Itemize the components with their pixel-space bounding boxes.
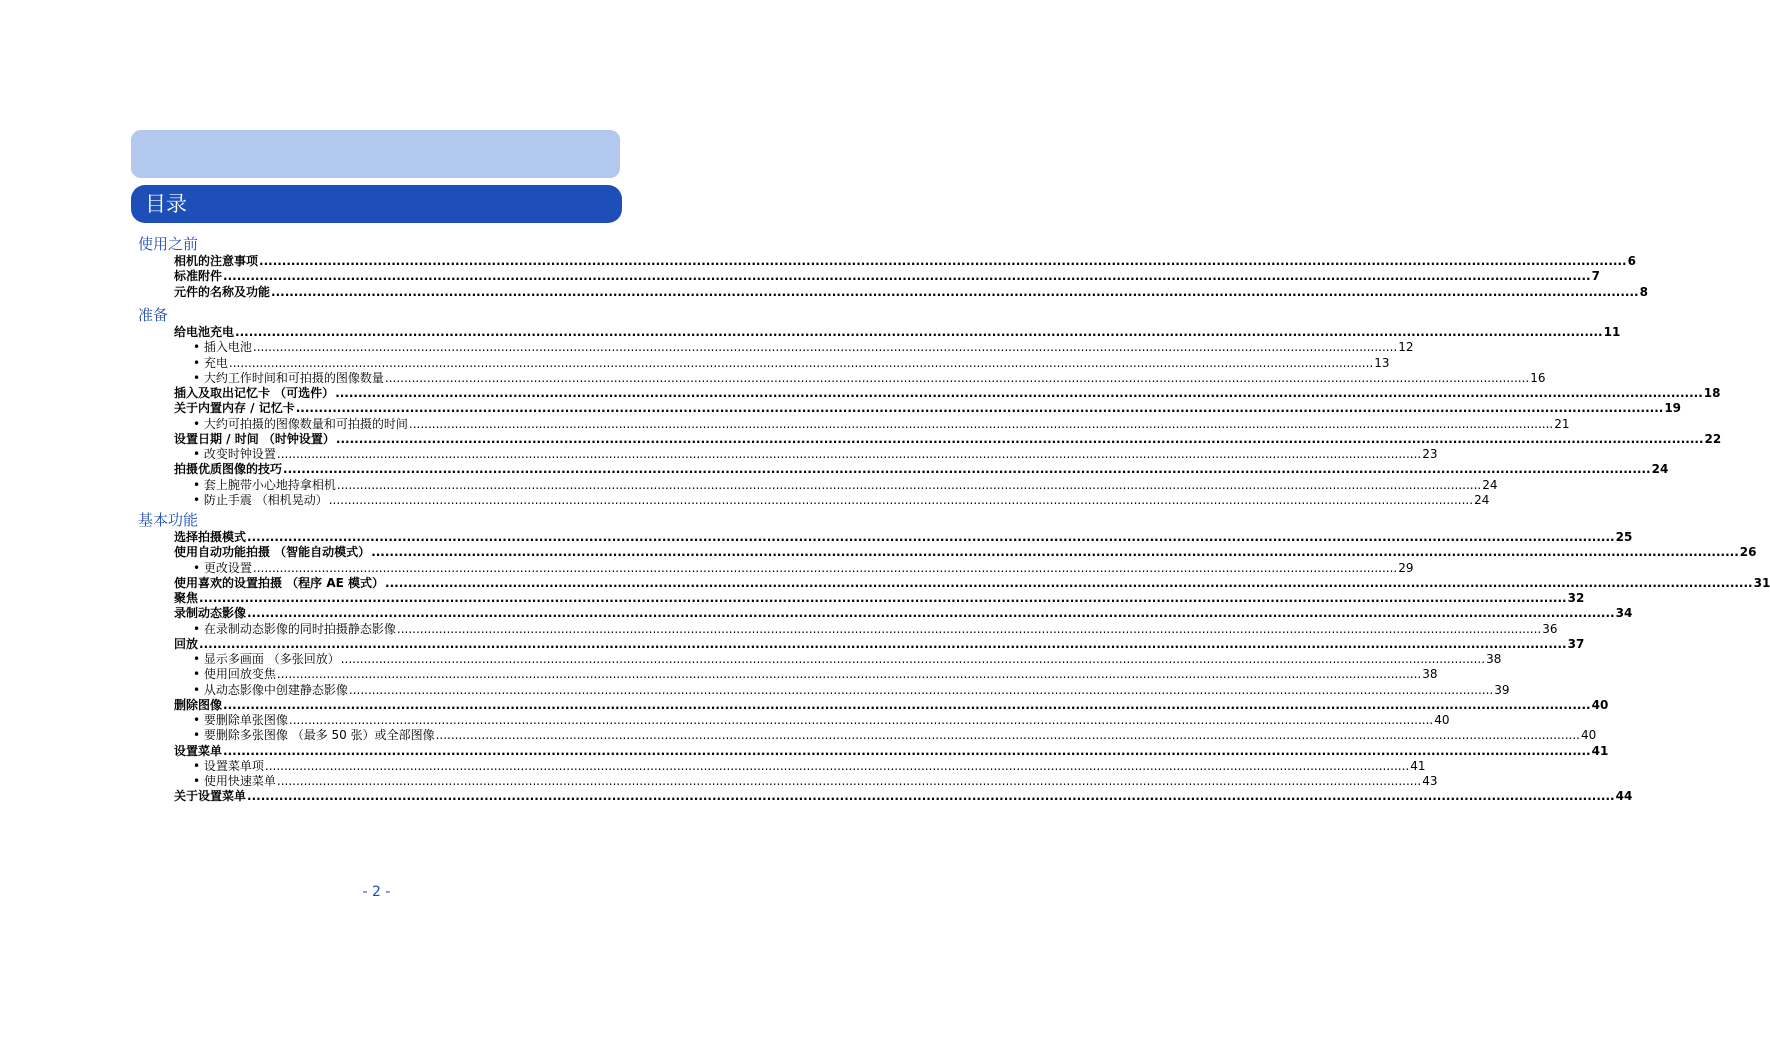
toc-entry-page: 19 bbox=[1664, 401, 1682, 416]
toc-entry-page: 36 bbox=[1542, 621, 1558, 636]
dot-leader: ............................................................................................................................................................................................................................................................................................................ bbox=[328, 492, 1474, 507]
toc-entry[interactable] bbox=[174, 462, 1669, 477]
dot-leader: ............................................................................................................................................................................................................................................................................................................ bbox=[408, 416, 1554, 431]
dot-leader: ............................................................................................................................................................................................................................................................................................................ bbox=[295, 401, 1664, 416]
dot-leader: ............................................................................................................................................................................................................................................................................................................ bbox=[264, 758, 1410, 773]
toc-entry-label: • 设置菜单项 bbox=[193, 758, 264, 773]
toc-entry-page: 22 bbox=[1704, 431, 1722, 446]
toc-entry-page: 37 bbox=[1567, 636, 1585, 651]
toc-entry-label: 设置菜单 bbox=[174, 743, 223, 758]
dot-leader: ............................................................................................................................................................................................................................................................................................................ bbox=[348, 682, 1494, 697]
toc-entry-label: • 从动态影像中创建静态影像 bbox=[193, 682, 348, 697]
toc-entry-label: • 插入电池 bbox=[193, 340, 252, 355]
toc-entry-label: • 大约工作时间和可拍摄的图像数量 bbox=[193, 370, 384, 385]
toc-subentry[interactable] bbox=[193, 416, 1570, 432]
toc-entry-label: 使用自动功能拍摄 （智能自动模式） bbox=[174, 545, 371, 560]
section-heading: 使用之前 bbox=[138, 235, 199, 253]
dot-leader: ............................................................................................................................................................................................................................................................................................................ bbox=[384, 370, 1530, 385]
dot-leader: ............................................................................................................................................................................................................................................................................................................ bbox=[271, 284, 1639, 299]
toc-entry-label: 回放 bbox=[174, 636, 199, 651]
toc-entry-label: • 防止手震 （相机晃动） bbox=[193, 492, 328, 507]
toc-entry[interactable] bbox=[174, 269, 1600, 284]
toc-entry-page: 38 bbox=[1422, 667, 1438, 682]
toc-entry-label: 标准附件 bbox=[174, 269, 223, 284]
toc-entry-page: 44 bbox=[1615, 789, 1633, 804]
toc-entry-label: • 大约可拍摄的图像数量和可拍摄的时间 bbox=[193, 416, 408, 431]
dot-leader: ............................................................................................................................................................................................................................................................................................................ bbox=[199, 591, 1567, 605]
toc-entry-label: 使用喜欢的设置拍摄 （程序 AE 模式） bbox=[174, 575, 385, 590]
dot-leader: ............................................................................................................................................................................................................................................................................................................ bbox=[247, 530, 1615, 544]
toc-subentry[interactable] bbox=[193, 560, 1414, 576]
toc-entry[interactable] bbox=[174, 530, 1633, 545]
toc-entry[interactable] bbox=[174, 743, 1609, 759]
toc-entry-page: 41 bbox=[1410, 758, 1426, 773]
dot-leader: ............................................................................................................................................................................................................................................................................................................ bbox=[396, 621, 1542, 636]
toc-entry-page: 26 bbox=[1739, 545, 1757, 560]
toc-subentry[interactable] bbox=[193, 667, 1438, 682]
toc-entry[interactable] bbox=[174, 606, 1633, 621]
dot-leader: ............................................................................................................................................................................................................................................................................................................ bbox=[252, 340, 1398, 355]
toc-entry-label: 选择拍摄模式 bbox=[174, 530, 247, 544]
toc-entry-page: 34 bbox=[1615, 606, 1633, 621]
toc-entry[interactable] bbox=[174, 386, 1721, 401]
toc-entry-page: 40 bbox=[1434, 713, 1450, 727]
toc-subentry[interactable] bbox=[193, 774, 1438, 789]
toc-entry-page: 8 bbox=[1639, 284, 1648, 299]
toc-entry-page: 40 bbox=[1580, 728, 1597, 743]
section-heading: 准备 bbox=[138, 306, 169, 324]
toc-entry-label: • 套上腕带小心地持拿相机 bbox=[193, 477, 336, 492]
toc-entry[interactable] bbox=[174, 636, 1585, 652]
toc-subentry[interactable] bbox=[193, 355, 1390, 371]
toc-entry-label: • 更改设置 bbox=[193, 560, 252, 575]
toc-entry-label: 设置日期 / 时间 （时钟设置） bbox=[174, 431, 335, 446]
toc-subentry[interactable] bbox=[193, 370, 1546, 386]
page-title: 目录 bbox=[145, 192, 187, 216]
dot-leader: ............................................................................................................................................................................................................................................................................................................ bbox=[223, 697, 1591, 712]
dot-leader: ............................................................................................................................................................................................................................................................................................................ bbox=[223, 269, 1591, 284]
dot-leader: ............................................................................................................................................................................................................................................................................................................ bbox=[235, 325, 1603, 339]
toc-entry-label: 插入及取出记忆卡 （可选件） bbox=[174, 386, 335, 400]
toc-entry-label: • 显示多画面 （多张回放） bbox=[193, 652, 340, 666]
toc-entry-page: 32 bbox=[1567, 591, 1585, 605]
dot-leader: ............................................................................................................................................................................................................................................................................................................ bbox=[371, 545, 1739, 560]
dot-leader: ............................................................................................................................................................................................................................................................................................................ bbox=[335, 431, 1704, 446]
toc-entry-page: 13 bbox=[1374, 355, 1390, 370]
toc-entry-page: 40 bbox=[1591, 697, 1609, 712]
dot-leader: ............................................................................................................................................................................................................................................................................................................ bbox=[276, 774, 1422, 788]
dot-leader: ............................................................................................................................................................................................................................................................................................................ bbox=[276, 447, 1422, 461]
toc-entry[interactable] bbox=[174, 325, 1621, 340]
toc-entry-page: 6 bbox=[1627, 254, 1636, 268]
toc-entry-label: • 在录制动态影像的同时拍摄静态影像 bbox=[193, 621, 396, 636]
toc-entry-page: 25 bbox=[1615, 530, 1633, 544]
toc-entry[interactable] bbox=[174, 401, 1682, 416]
toc-entry-label: 关于内置内存 / 记忆卡 bbox=[174, 401, 295, 416]
toc-entry[interactable] bbox=[174, 545, 1757, 560]
toc-entry-label: 给电池充电 bbox=[174, 325, 235, 339]
toc-entry-page: 7 bbox=[1591, 269, 1600, 284]
toc-subentry[interactable] bbox=[193, 477, 1498, 493]
toc-entry-page: 11 bbox=[1603, 325, 1621, 339]
toc-entry[interactable] bbox=[174, 284, 1648, 300]
toc-entry-page: 31 bbox=[1753, 575, 1770, 590]
dot-leader: ............................................................................................................................................................................................................................................................................................................ bbox=[435, 728, 1580, 743]
toc-subentry[interactable] bbox=[193, 758, 1426, 774]
toc-entry-page: 18 bbox=[1703, 386, 1721, 400]
header-band bbox=[131, 130, 620, 178]
toc-entry-label: 相机的注意事项 bbox=[174, 254, 259, 268]
dot-leader: ............................................................................................................................................................................................................................................................................................................ bbox=[247, 789, 1615, 804]
toc-entry-label: 关于设置菜单 bbox=[174, 789, 247, 804]
toc-entry-page: 43 bbox=[1422, 774, 1438, 788]
dot-leader: ............................................................................................................................................................................................................................................................................................................ bbox=[199, 636, 1567, 651]
toc-entry-label: 删除图像 bbox=[174, 697, 223, 712]
toc-entry[interactable] bbox=[174, 575, 1770, 591]
toc-subentry[interactable] bbox=[193, 682, 1510, 698]
toc-entry-page: 21 bbox=[1554, 416, 1570, 431]
toc-entry-page: 29 bbox=[1398, 560, 1414, 575]
toc-entry-page: 24 bbox=[1651, 462, 1669, 477]
dot-leader: ............................................................................................................................................................................................................................................................................................................ bbox=[385, 575, 1753, 590]
toc-entry-label: • 充电 bbox=[193, 355, 228, 370]
toc-subentry[interactable] bbox=[193, 340, 1414, 355]
toc-entry-page: 24 bbox=[1482, 477, 1498, 492]
dot-leader: ............................................................................................................................................................................................................................................................................................................ bbox=[276, 667, 1422, 682]
toc-subentry[interactable] bbox=[193, 492, 1490, 508]
dot-leader: ............................................................................................................................................................................................................................................................................................................ bbox=[247, 606, 1615, 621]
toc-subentry[interactable] bbox=[193, 447, 1438, 462]
toc-subentry[interactable] bbox=[193, 713, 1450, 728]
toc-entry-page: 12 bbox=[1398, 340, 1414, 355]
toc-subentry[interactable] bbox=[193, 728, 1597, 743]
dot-leader: ............................................................................................................................................................................................................................................................................................................ bbox=[259, 254, 1627, 268]
toc-entry-label: • 改变时钟设置 bbox=[193, 447, 276, 461]
toc-entry-page: 39 bbox=[1494, 682, 1510, 697]
toc-entry-label: • 要删除单张图像 bbox=[193, 713, 288, 727]
dot-leader: ............................................................................................................................................................................................................................................................................................................ bbox=[288, 713, 1434, 727]
toc-entry-label: • 要删除多张图像 （最多 50 张）或全部图像 bbox=[193, 728, 435, 743]
toc-entry-page: 24 bbox=[1474, 492, 1490, 507]
toc-entry[interactable] bbox=[174, 789, 1633, 804]
toc-entry-label: 拍摄优质图像的技巧 bbox=[174, 462, 283, 477]
toc-entry[interactable] bbox=[174, 591, 1585, 606]
dot-leader: ............................................................................................................................................................................................................................................................................................................ bbox=[340, 652, 1486, 666]
dot-leader: ............................................................................................................................................................................................................................................................................................................ bbox=[335, 386, 1703, 400]
toc-entry-page: 23 bbox=[1422, 447, 1438, 461]
toc-entry-label: 录制动态影像 bbox=[174, 606, 247, 621]
toc-entry-label: 元件的名称及功能 bbox=[174, 284, 271, 299]
toc-subentry[interactable] bbox=[193, 621, 1558, 637]
toc-entry-label: • 使用回放变焦 bbox=[193, 667, 276, 682]
toc-entry-page: 16 bbox=[1530, 370, 1546, 385]
dot-leader: ............................................................................................................................................................................................................................................................................................................ bbox=[252, 560, 1398, 575]
toc-title-bar bbox=[131, 185, 622, 223]
toc-entry[interactable] bbox=[174, 431, 1722, 447]
toc-entry-page: 38 bbox=[1486, 652, 1502, 666]
dot-leader: ............................................................................................................................................................................................................................................................................................................ bbox=[336, 477, 1482, 492]
dot-leader: ............................................................................................................................................................................................................................................................................................................ bbox=[228, 355, 1374, 370]
page-number: - 2 - bbox=[362, 884, 391, 900]
toc-entry[interactable] bbox=[174, 254, 1636, 269]
toc-entry-label: • 使用快速菜单 bbox=[193, 774, 276, 788]
toc-entry-label: 聚焦 bbox=[174, 591, 199, 605]
section-heading: 基本功能 bbox=[138, 511, 199, 529]
toc-entry[interactable] bbox=[174, 697, 1609, 713]
toc-entry-page: 41 bbox=[1591, 743, 1609, 758]
dot-leader: ............................................................................................................................................................................................................................................................................................................ bbox=[283, 462, 1651, 477]
toc-subentry[interactable] bbox=[193, 652, 1502, 667]
dot-leader: ............................................................................................................................................................................................................................................................................................................ bbox=[223, 743, 1591, 758]
